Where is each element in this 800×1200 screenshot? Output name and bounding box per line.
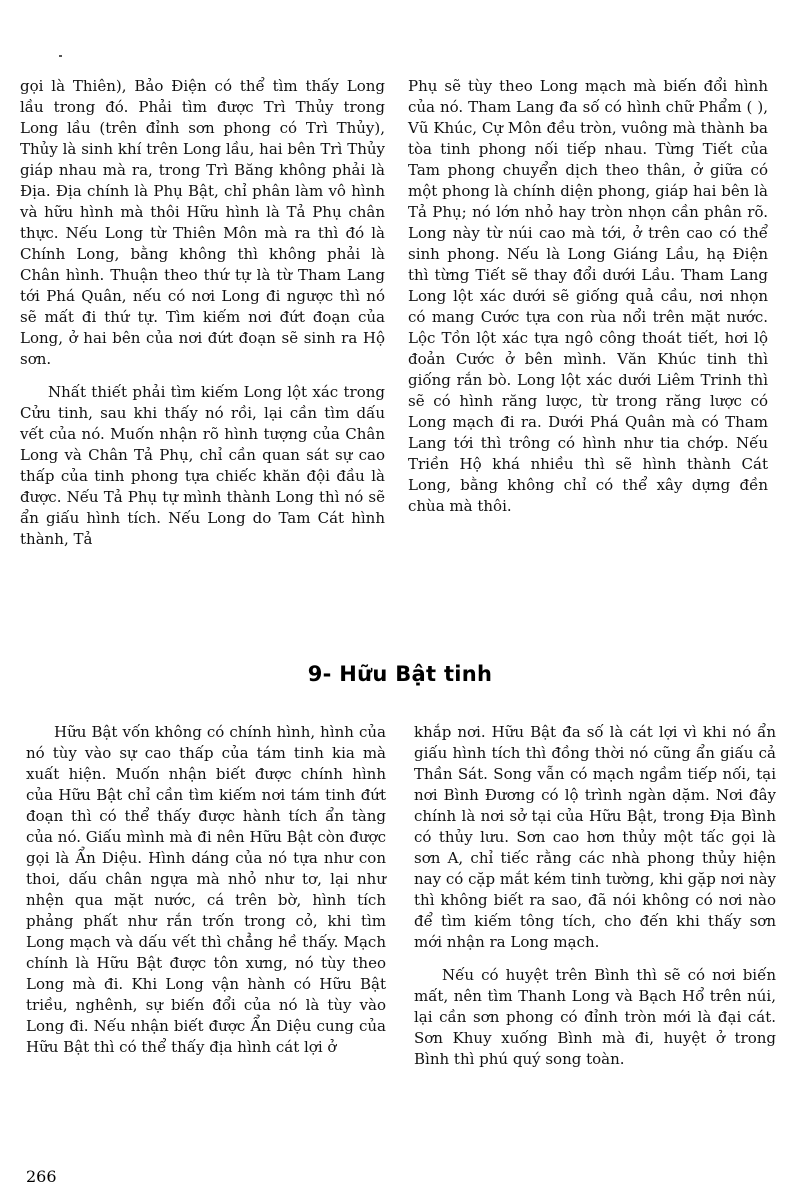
paragraph: Nếu có huyệt trên Bình thì sẽ có nơi biến mất, nên tìm Thanh Long và Bạch Hổ trên núi, lại cần sơn phong có đỉnh tròn mới là đại cát. Sơn Khuy xuống Bình mà đi, huyệt ở trong Bình thì phú quý song toàn. [414,966,776,1068]
paragraph: gọi là Thiên), Bảo Điện có thể tìm thấy Long lầu trong đó. Phải tìm được Trì Thủy trong Long lầu (trên đỉnh sơn phong có Trì Thủy), Thủy là sinh khí trên Long lầu, hai bên Trì Thủy giáp nhau mà ra, trong Trì Băng không phải là Địa. Địa chính là Phụ Bật, chỉ phân làm vô hình và hữu hình mà thôi Hữu hình là Tả Phụ chân thực. Nếu Long từ Thiên Môn mà ra thì đó là Chính Long, bằng không thì không phải là Chân hình. Thuận theo thứ tự là từ Tham Lang tới Phá Quân, nếu có nơi Long đi ngược thì nó sẽ mất đi thứ tự. Tìm kiếm nơi đứt đoạn của Long, ở hai bên của nơi đứt đoạn sẽ sinh ra Hộ sơn. [20,77,385,368]
bottom-left-column [26,722,386,1070]
top-left-column [20,76,385,562]
paragraph: Phụ sẽ tùy theo Long mạch mà biến đổi hình của nó. Tham Lang đa số có hình chữ Phẩm ( ), Vũ Khúc, Cự Môn đều tròn, vuông mà thành ba tòa tinh phong nối tiếp nhau. Từng Tiết của Tam phong chuyển dịch theo thân, ở giữa có một phong là chính diện phong, giáp hai bên là Tả Phụ; nó lớn nhỏ hay tròn nhọn cần phân rõ. Long này từ núi cao mà tới, ở trên cao có thể sinh phong. Nếu là Long Giáng Lầu, hạ Điện thì từng Tiết sẽ thay đổi dưới Lầu. Tham Lang Long lột xác dưới sẽ giống quả cầu, nơi nhọn có mang Cước tựa con rùa nổi trên mặt nước. Lộc Tồn lột xác tựa ngô công thoát tiết, hơi lộ đoản Cước ở bên mình. Văn Khúc tinh thì giống rắn bò. Long lột xác dưới Liêm Trinh thì sẽ có hình răng lược, từ trong răng lược có Long mạch đi ra. Dưới Phá Quân mà có Tham Lang tới thì trông có hình như tia chớp. Nếu Triền Hộ khá nhiều thì sẽ hình thành Cát Long, bằng không chỉ có thể xây dựng đền chùa mà thôi. [408,77,768,515]
page-number: 266 [26,1167,57,1186]
section-heading: 9- Hữu Bật tinh [307,662,493,686]
paragraph: khắp nơi. Hữu Bật đa số là cát lợi vì khi nó ẩn giấu hình tích thì đồng thời nó cũng ẩn giấu cả Thần Sát. Song vẫn có mạch ngầm tiếp nối, tại nơi Bình Đương có lộ trình ngàn dặm. Nơi đây chính là nơi sở tại của Hữu Bật, trong Địa Bình có thủy lưu. Sơn cao hơn thủy một tấc gọi là sơn A, chỉ tiếc rằng các nhà phong thủy hiện nay có cặp mắt kém tinh tường, khi gặp nơi này thì không biết ra sao, đã nói không có nơi nào để tìm kiếm tông tích, cho đến khi thấy sơn mới nhận ra Long mạch. [414,723,776,951]
top-right-column [408,76,768,529]
paragraph: Nhất thiết phải tìm kiếm Long lột xác trong Cửu tinh, sau khi thấy nó rồi, lại cần tìm dấu vết của nó. Muốn nhận rõ hình tượng của Chân Long và Chân Tả Phụ, chỉ cần quan sát sự cao thấp của tinh phong tựa chiếc khăn đội đầu là được. Nếu Tả Phụ tự mình thành Long thì nó sẽ ẩn giấu hình tích. Nếu Long do Tam Cát hình thành, Tả [20,383,385,548]
paragraph: Hữu Bật vốn không có chính hình, hình của nó tùy vào sự cao thấp của tám tinh kia mà xuất hiện. Muốn nhận biết được chính hình của Hữu Bật chỉ cần tìm kiếm nơi tám tinh đứt đoạn thì có thể thấy được hành tích ẩn tàng của nó. Giấu mình mà đi nên Hữu Bật còn được gọi là Ẩn Diệu. Hình dáng của nó tựa như con thoi, dấu chân ngựa mà nhỏ như tơ, lại như nhện qua mặt nước, cá trên bờ, hình tích phảng phất như rắn trốn trong cỏ, khi tìm Long mạch và dấu vết thì chẳng hề thấy. Mạch chính là Hữu Bật được tôn xưng, nó tùy theo Long mà đi. Khi Long vận hành có Hữu Bật triều, nghênh, sự biến đổi của nó là tùy vào Long đi. Nếu nhận biết được Ẩn Diệu cung của Hữu Bật thì có thể thấy địa hình cát lợi ở [26,723,386,1056]
bottom-right-column [414,722,776,1082]
scan-mark [59,55,62,57]
